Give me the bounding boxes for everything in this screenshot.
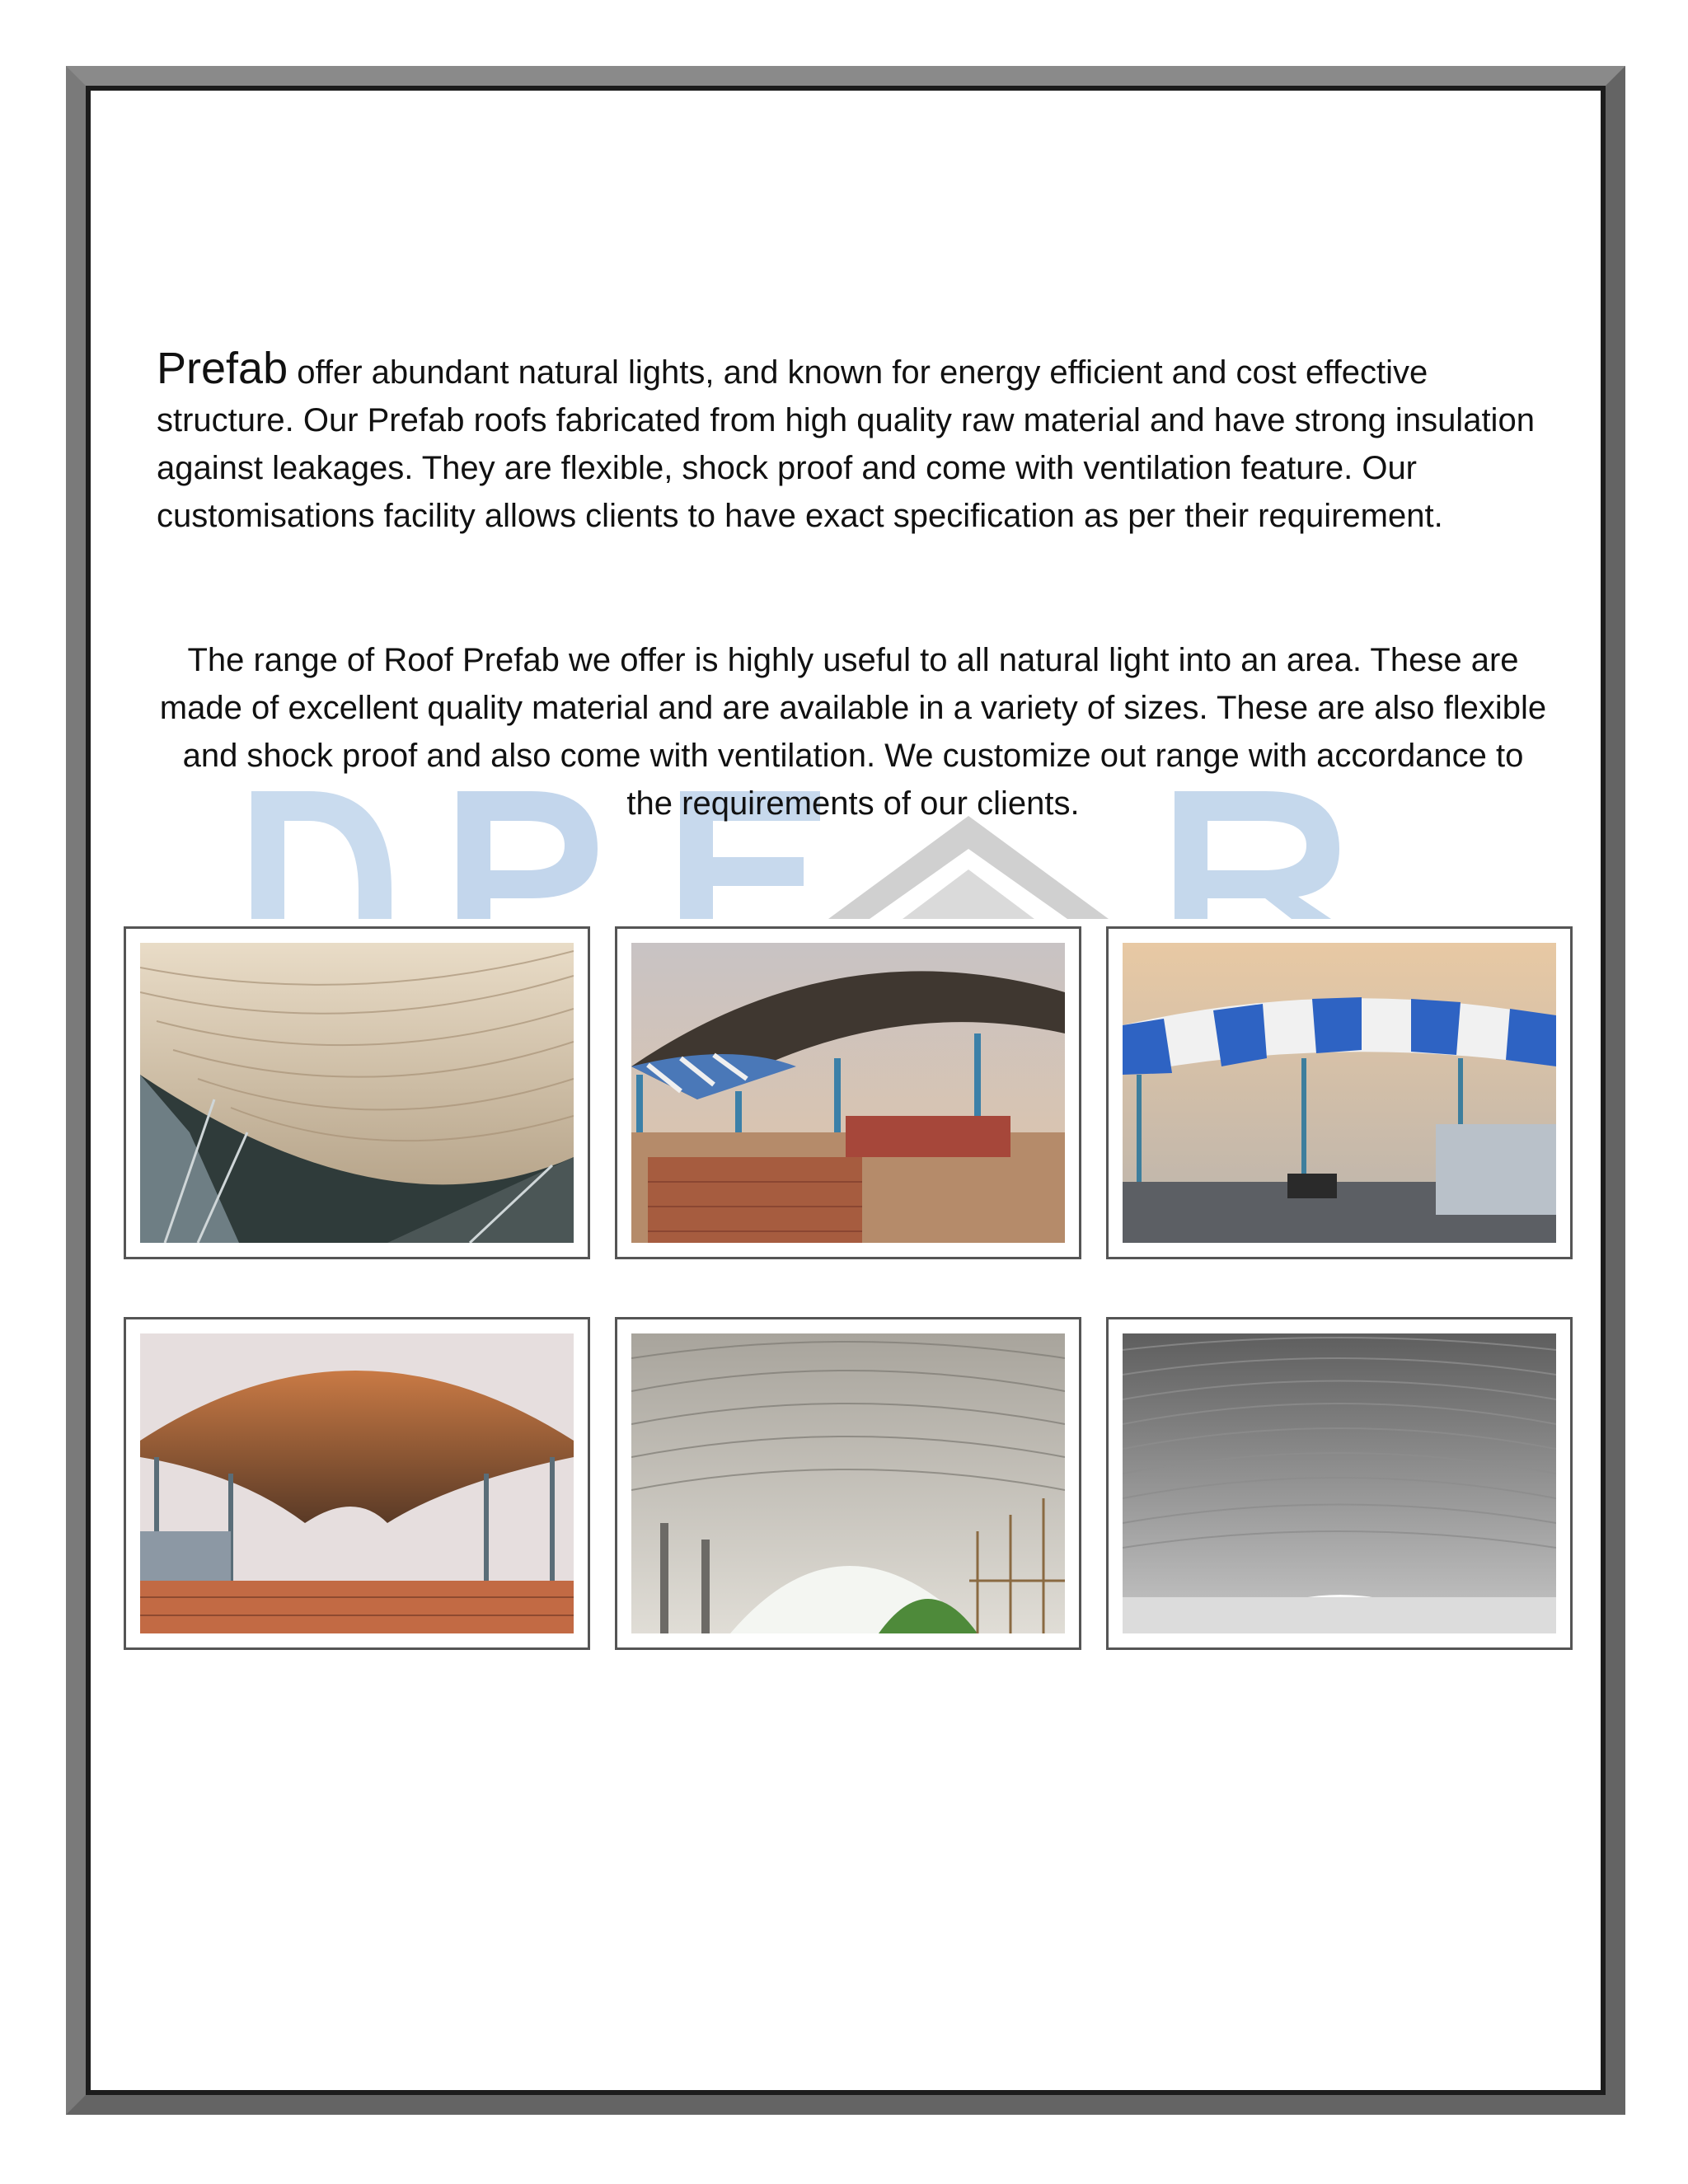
intro-text: offer abundant natural lights, and known for energy efficient and cost effective structure. Our Prefab roofs fabricated from high quality raw material and have strong insulation against leakages. They are flexible, shock proof and come with ventilation feature. Our customisations facility allows clients to have exact specification as per their requirement.	[157, 354, 1535, 534]
photo-card	[615, 926, 1081, 1259]
range-paragraph: The range of Roof Prefab we offer is highly useful to all natural light into an area. These are made of excellent quality material and are available in a variety of sizes. These are also flexible and shock proof and also come with ventilation. We customize out range with accordance to the requirements of our clients.	[159, 642, 1547, 822]
intro-lead-word: Prefab	[157, 344, 288, 393]
photo-silver-arched-roof-interior	[631, 1333, 1065, 1633]
photo-blue-white-arched-shed	[631, 943, 1065, 1243]
photo-card	[1106, 1317, 1573, 1650]
photo-card	[124, 926, 590, 1259]
intro-paragraph	[157, 344, 1550, 540]
photo-card	[124, 1317, 590, 1650]
photo-card	[615, 1317, 1081, 1650]
photo-card	[1106, 926, 1573, 1259]
photo-corrugated-metal-tunnel-roof	[1123, 1333, 1556, 1633]
photo-brown-arched-roof-brick-wall	[140, 1333, 574, 1633]
photo-curved-roof-interior	[140, 943, 574, 1243]
photo-blue-white-striped-roof	[1123, 943, 1556, 1243]
